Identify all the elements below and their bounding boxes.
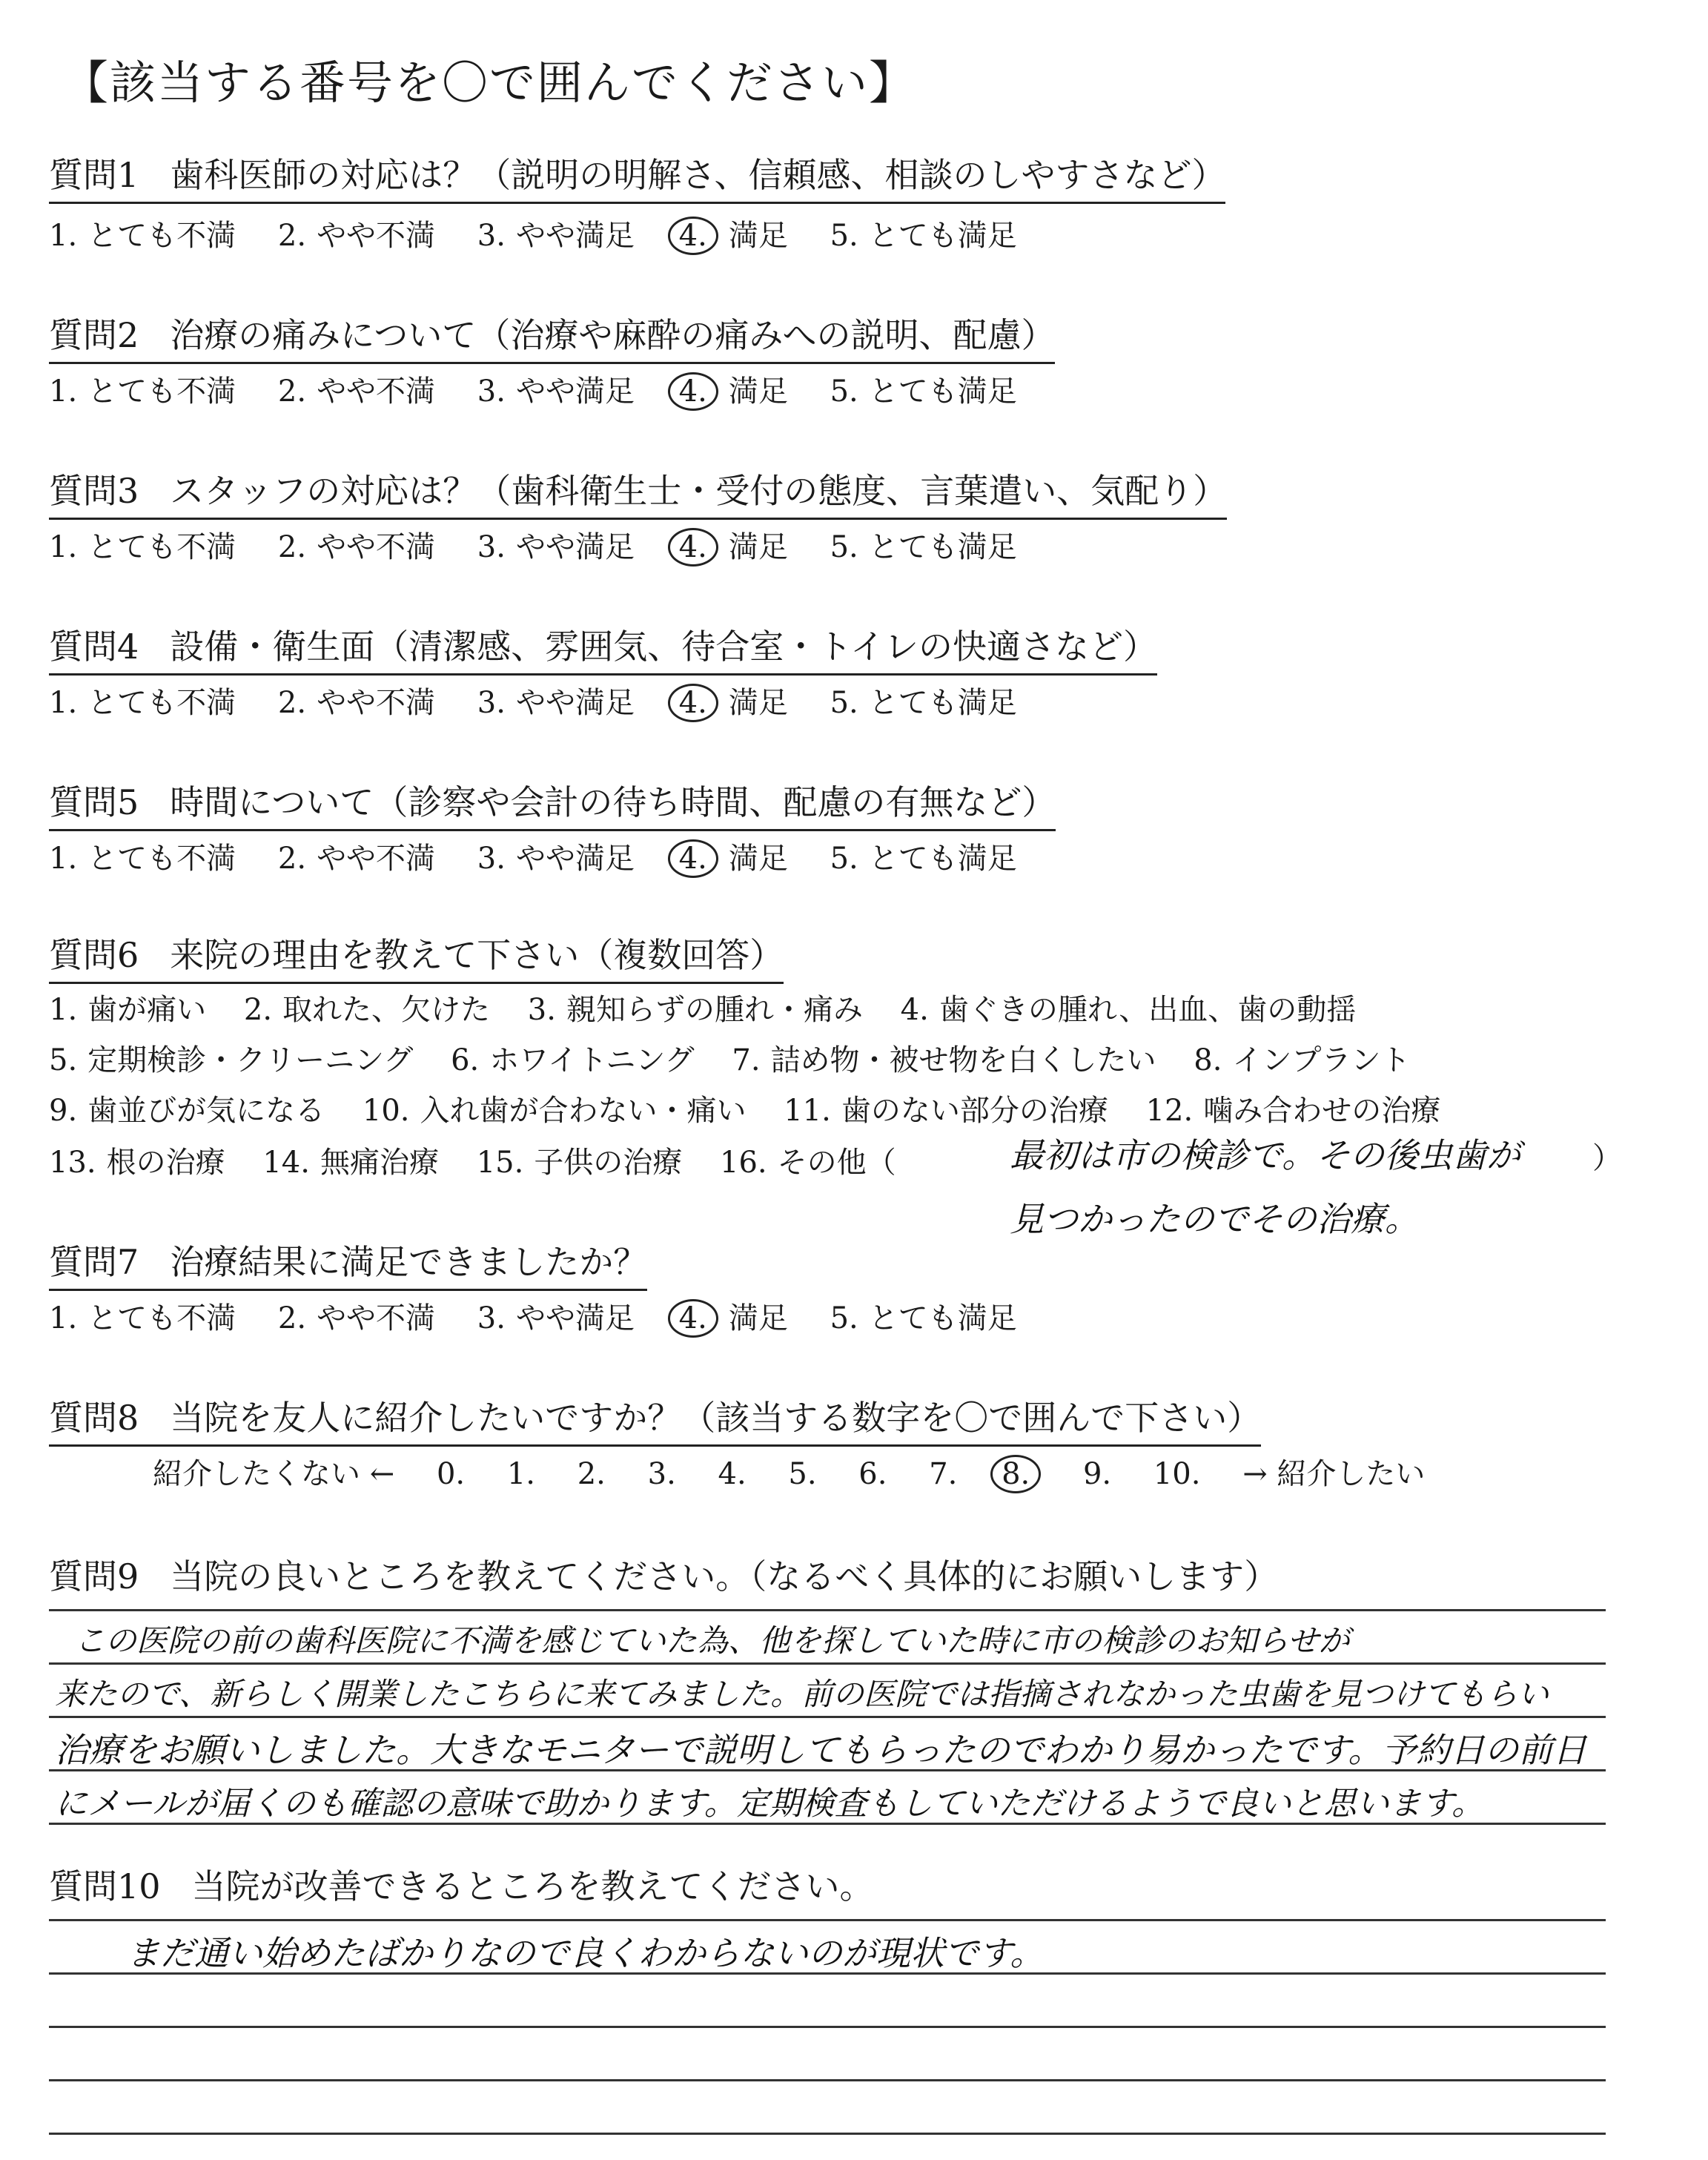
scale-value[interactable]: 4. — [718, 1457, 747, 1491]
reason-item[interactable]: 4. 歯ぐきの腫れ、出血、歯の動揺 — [900, 993, 1357, 1027]
question-9-number: 質問9 — [49, 1556, 139, 1596]
option-5[interactable]: 5. とても満足 — [830, 374, 1017, 409]
reason-item[interactable]: 2. 取れた、欠けた — [243, 993, 491, 1027]
question-7-number: 質問7 — [49, 1242, 139, 1282]
question-7-title — [49, 1235, 647, 1291]
question-7-text: 治療結果に満足できましたか？ — [170, 1242, 648, 1282]
question-10-answer: まだ通い始めたばかりなので良くわからないのが現状です。 — [126, 1933, 1045, 1973]
reason-item[interactable]: 9. 歯並びが気になる — [49, 1094, 325, 1128]
reason-item[interactable]: 3. 親知らずの腫れ・痛み — [527, 993, 863, 1027]
question-9-title — [49, 1550, 1278, 1599]
question-1-title — [49, 148, 1225, 204]
option-1[interactable]: 1. とても不満 — [49, 374, 236, 409]
question-4-options — [49, 679, 1050, 722]
question-3-text: スタッフの対応は？（歯科衛生士・受付の態度、言葉遣い、気配り） — [170, 471, 1228, 511]
reason-item[interactable]: 7. 詰め物・被せ物を白くしたい — [732, 1043, 1156, 1077]
question-6-text: 来院の理由を教えて下さい（複数回答） — [170, 935, 784, 975]
option-5[interactable]: 5. とても満足 — [830, 530, 1017, 564]
option-3[interactable]: 3. やや満足 — [477, 374, 635, 409]
option-3[interactable]: 3. やや満足 — [477, 530, 635, 564]
other-reason-handwriting-line-1: 最初は市の検診で。その後虫歯が — [1010, 1135, 1521, 1175]
question-2-text: 治療の痛みについて（治療や麻酔の痛みへの説明、配慮） — [170, 315, 1056, 355]
reason-item[interactable]: 6. ホワイトニング — [451, 1043, 695, 1077]
reason-item[interactable]: 11. 歯のない部分の治療 — [784, 1094, 1108, 1128]
reason-item[interactable]: 14. 無痛治療 — [262, 1146, 439, 1180]
scale-value-selected[interactable]: 8. — [990, 1455, 1041, 1493]
selection-circle: 4. — [668, 1299, 718, 1338]
option-3[interactable]: 3. やや満足 — [477, 1301, 635, 1335]
question-8-number: 質問8 — [49, 1398, 139, 1438]
question-5-options — [49, 835, 1050, 878]
question-9-answer-line-2: 来たので、新らしく開業したこちらに来てみました。前の医院では指摘されなかった虫歯を見つけてもらい — [55, 1676, 1549, 1712]
question-6-number: 質問6 — [49, 935, 139, 975]
question-3-number: 質問3 — [49, 471, 139, 511]
reasons-row-1 — [49, 986, 1384, 1028]
answer-line — [49, 2026, 1606, 2028]
question-5-title — [49, 776, 1056, 831]
scale-value[interactable]: 10. — [1153, 1457, 1201, 1491]
option-5[interactable]: 5. とても満足 — [830, 1301, 1017, 1335]
option-3[interactable]: 3. やや満足 — [477, 686, 635, 720]
option-2[interactable]: 2. やや不満 — [277, 686, 436, 720]
option-5[interactable]: 5. とても満足 — [830, 219, 1017, 253]
question-2-title — [49, 308, 1055, 364]
question-4-number: 質問4 — [49, 627, 139, 667]
reason-item[interactable]: 8. インプラント — [1194, 1043, 1411, 1077]
question-9-answer-line-3: 治療をお願いしました。大きなモニターで説明してもらったのでわかり易かったです。予約日の前日 — [55, 1730, 1587, 1770]
reason-item-other[interactable]: 16. その他（ — [720, 1146, 896, 1180]
option-1[interactable]: 1. とても不満 — [49, 686, 236, 720]
reasons-row-3 — [49, 1087, 1469, 1129]
answer-line — [49, 1823, 1606, 1825]
option-1[interactable]: 1. とても不満 — [49, 530, 236, 564]
option-5[interactable]: 5. とても満足 — [830, 686, 1017, 720]
question-4-text: 設備・衛生面（清潔感、雰囲気、待合室・トイレの快適さなど） — [170, 627, 1157, 667]
scale-value[interactable]: 2. — [577, 1457, 606, 1491]
question-9-answer-line-4: にメールが届くのも確認の意味で助かります。定期検査もしていただけるようで良いと思います。 — [55, 1785, 1485, 1823]
option-3[interactable]: 3. やや満足 — [477, 842, 635, 876]
option-2[interactable]: 2. やや不満 — [277, 530, 436, 564]
option-1[interactable]: 1. とても不満 — [49, 219, 236, 253]
selection-circle: 4. — [668, 372, 718, 411]
answer-line — [49, 2079, 1606, 2081]
reason-item[interactable]: 1. 歯が痛い — [49, 993, 207, 1027]
option-2[interactable]: 2. やや不満 — [277, 1301, 436, 1335]
question-1-options — [49, 212, 1050, 255]
question-3-options — [49, 524, 1050, 567]
question-8-scale — [153, 1450, 1457, 1493]
selection-circle: 4. — [668, 684, 718, 722]
question-10-title — [49, 1860, 874, 1909]
answer-line — [49, 1662, 1606, 1665]
answer-line — [49, 2133, 1606, 2135]
question-1-number: 質問1 — [49, 155, 139, 195]
option-1[interactable]: 1. とても不満 — [49, 1301, 236, 1335]
option-3[interactable]: 3. やや満足 — [477, 219, 635, 253]
reasons-row-4 — [49, 1139, 896, 1181]
scale-value[interactable]: 0. — [436, 1457, 466, 1491]
question-5-text: 時間について（診察や会計の待ち時間、配慮の有無など） — [170, 782, 1056, 822]
scale-value[interactable]: 3. — [647, 1457, 676, 1491]
option-2[interactable]: 2. やや不満 — [277, 374, 436, 409]
option-5[interactable]: 5. とても満足 — [830, 842, 1017, 876]
question-7-options — [49, 1295, 1050, 1338]
question-3-title — [49, 464, 1227, 520]
scale-value[interactable]: 1. — [506, 1457, 536, 1491]
option-2[interactable]: 2. やや不満 — [277, 842, 436, 876]
question-2-number: 質問2 — [49, 315, 139, 355]
answer-line — [49, 1716, 1606, 1718]
question-10-text: 当院が改善できるところを教えてください。 — [191, 1866, 874, 1906]
question-9-text: 当院の良いところを教えてください。（なるべく具体的にお願いします） — [170, 1556, 1279, 1596]
option-4-selected[interactable]: 4. 満足 — [677, 835, 788, 878]
question-5-number: 質問5 — [49, 782, 139, 822]
answer-line — [49, 1972, 1606, 1975]
question-9-answer-line-1: この医院の前の歯科医院に不満を感じていた為、他を探していた時に市の検診のお知らせが — [74, 1622, 1350, 1659]
option-4-selected[interactable]: 4. 満足 — [677, 212, 788, 255]
reason-item[interactable]: 15. 子供の治療 — [476, 1146, 683, 1180]
question-1-text: 歯科医師の対応は？（説明の明解さ、信頼感、相談のしやすさなど） — [170, 155, 1226, 195]
selection-circle: 4. — [668, 839, 718, 878]
scale-value[interactable]: 9. — [1082, 1457, 1112, 1491]
question-8-text: 当院を友人に紹介したいですか？（該当する数字を〇で囲んで下さい） — [170, 1398, 1262, 1438]
selection-circle: 4. — [668, 528, 718, 567]
other-reason-close-paren: ） — [1592, 1141, 1622, 1175]
question-6-title — [49, 928, 784, 984]
question-4-title — [49, 620, 1157, 676]
question-8-title — [49, 1391, 1261, 1447]
answer-line — [49, 1919, 1606, 1921]
option-2[interactable]: 2. やや不満 — [277, 219, 436, 253]
scale-left-label: 紹介したくない ← — [153, 1457, 395, 1491]
reason-item[interactable]: 10. 入れ歯が合わない・痛い — [362, 1094, 747, 1128]
answer-line — [49, 1609, 1606, 1611]
option-4-selected[interactable]: 4. 満足 — [677, 679, 788, 722]
reason-item[interactable]: 5. 定期検診・クリーニング — [49, 1043, 414, 1077]
scale-value[interactable]: 6. — [858, 1457, 887, 1491]
answer-line — [49, 1769, 1606, 1771]
option-4-selected[interactable]: 4. 満足 — [677, 524, 788, 567]
page-title: 【該当する番号を〇で囲んでください】 — [62, 56, 917, 110]
option-1[interactable]: 1. とても不満 — [49, 842, 236, 876]
option-4-selected[interactable]: 4. 満足 — [677, 1295, 788, 1338]
reasons-row-2 — [49, 1037, 1438, 1079]
selection-circle: 4. — [668, 217, 718, 255]
scale-value[interactable]: 5. — [788, 1457, 817, 1491]
reason-item[interactable]: 12. 噛み合わせの治療 — [1145, 1094, 1441, 1128]
other-reason-handwriting-line-2: 見つかったのでその治療。 — [1010, 1199, 1419, 1239]
scale-value[interactable]: 7. — [929, 1457, 958, 1491]
scale-right-label: → 紹介したい — [1242, 1457, 1426, 1491]
option-4-selected[interactable]: 4. 満足 — [677, 368, 788, 411]
reason-item[interactable]: 13. 根の治療 — [49, 1146, 225, 1180]
question-10-number: 質問10 — [49, 1866, 161, 1906]
question-2-options — [49, 368, 1050, 411]
